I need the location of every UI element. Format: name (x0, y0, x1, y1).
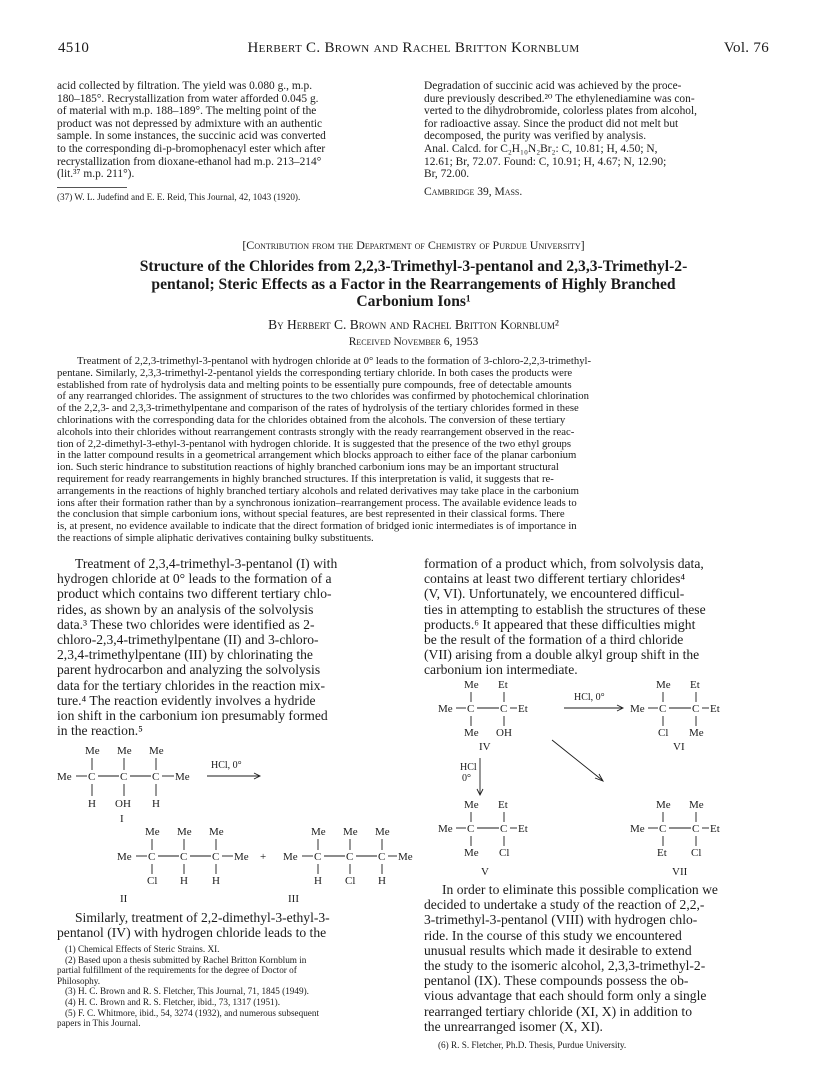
text-line: to the corresponding di-p-bromophenacyl ester which after (57, 142, 326, 155)
chain-end-label: Me (438, 703, 453, 715)
carbon-atom: C (659, 703, 667, 715)
carbon-atom: C (378, 851, 386, 863)
compound-label-V: V (481, 866, 489, 878)
compound-label-II: II (120, 893, 128, 905)
abstract (57, 356, 773, 545)
substituent-label: Me (656, 799, 671, 811)
left-paragraph-1 (57, 556, 409, 738)
carbon-atom: C (152, 771, 160, 783)
substituent-label: H (88, 798, 96, 810)
body-line: unusual results which made it desirable to extend (424, 942, 692, 958)
body-line: be the result of the formation of a third chloride (424, 632, 684, 648)
substituent-label: Et (657, 847, 667, 859)
body-line: the unrearranged isomer (X, XI). (424, 1018, 603, 1034)
byline: By Herbert C. Brown and Rachel Britton Kornblum² (268, 317, 559, 332)
body-line: formation of a product which, from solvolysis data, (424, 556, 704, 571)
chain-end-label: Me (283, 851, 298, 863)
text-line: product was not depressed by admixture with an authentic (57, 117, 323, 130)
abstract-line: of the 2,2,3- and 2,3,3-trimethylpentane and comparison of the rates of hydrolysis of the tertiary chlorides formed in these (57, 402, 579, 415)
text-line: verted to the dihydrobromide, colorless plates from alcohol, (424, 105, 697, 118)
substituent-label: H (314, 875, 322, 887)
abstract-line: pentane. Similarly, 2,3,3-trimethyl-2-pentanol yields the corresponding tertiary chloride. In both cases the products were (57, 366, 573, 379)
body-line: the study to the isomeric alcohol, 2,3,3-trimethyl-2- (424, 958, 706, 974)
substituent-label: Me (149, 745, 164, 757)
body-line: chloro-2,3,4-trimethylpentane (II) and 3-chloro- (57, 632, 319, 648)
body-line: ion shift in the carbonium ion presumably formed (57, 708, 328, 724)
footnote-line: Philosophy. (57, 975, 101, 986)
text-line: acid collected by filtration. The yield was 0.080 g., m.p. (57, 80, 313, 92)
text-line: sample. In some instances, the succinic acid was converted (57, 130, 326, 143)
compound-label-VII: VII (672, 866, 688, 878)
abstract-line: chlorinations with the corresponding data for the chlorides obtained from the alcohols. The conversion of these tertiary (57, 413, 566, 426)
body-line: Treatment of 2,3,4-trimethyl-3-pentanol (I) with (75, 556, 338, 571)
body-line: Similarly, treatment of 2,2-dimethyl-3-ethyl-3- (75, 910, 330, 925)
chain-end-label: Me (117, 851, 132, 863)
compound-label-VI: VI (673, 741, 685, 753)
scheme-alcohol-IV (424, 676, 779, 866)
abstract-line: of any rearranged chlorides. The assignment of structures to the two chlorides was confirmed by photochemical chlorination (57, 390, 589, 403)
top-right-text (424, 80, 774, 181)
substituent-label: OH (496, 727, 512, 739)
chain-end-label: Et (710, 823, 720, 835)
substituent-label: Me (177, 826, 192, 838)
abstract-line: is, at present, no evidence available to indicate that the direct formation of bridged ionic intermediates is of importance in (57, 520, 577, 533)
chain-end-label: Me (438, 823, 453, 835)
text-line: dure previously described.²⁰ The ethylenediamine was con- (424, 92, 695, 105)
carbon-atom: C (500, 703, 508, 715)
substituent-label: Me (311, 826, 326, 838)
substituent-label: Cl (691, 847, 702, 859)
body-line: parent hydrocarbon and analyzing the solvolysis (57, 662, 321, 678)
abstract-line: arrangements in the reactions of highly branched tertiary alcohols and related derivatives may take place in the carbonium (57, 484, 579, 497)
title-line: pentanol; Steric Effects as a Factor in the Rearrangements of Highly Branched (151, 275, 676, 293)
substituent-label: Me (375, 826, 390, 838)
substituent-label: Cl (147, 875, 158, 887)
right-paragraph-1 (424, 556, 776, 678)
body-line: (VII) arising from a double alkyl group shift in the (424, 647, 700, 663)
footnote-line: (1) Chemical Effects of Steric Strains. XI. (65, 944, 220, 954)
body-line: 2,3,4-trimethylpentane (III) by chlorinating the (57, 647, 313, 663)
body-line: (V, VI). Unfortunately, we encountered difficul- (424, 586, 685, 602)
chain-end-label: Et (518, 703, 528, 715)
carbon-atom: C (467, 823, 475, 835)
abstract-line: ion. Such steric hindrance to substitution reactions of highly branched carbonium ions may be an important structural (57, 461, 559, 474)
abstract-line: established from rate of hydrolysis data and melting points to be essentially pure compounds, free of detectable amounts (57, 378, 572, 391)
abstract-line: requirement for ready rearrangements in highly branched structures. If this interpretation is valid, it suggests that re- (57, 472, 554, 485)
body-line: vious advantage that each should form only a single (424, 988, 707, 1004)
footnote-line: papers in This Journal. (57, 1018, 141, 1029)
text-line: (lit.³⁷ m.p. 211°). (57, 168, 135, 181)
body-line: rearranged tertiary chloride (XI, X) in addition to (424, 1003, 692, 1019)
body-line: ties in attempting to establish the structures of these (424, 601, 706, 617)
plus-sign: + (260, 851, 267, 863)
body-line: ture.⁴ The reaction evidently involves a hydride (57, 692, 316, 708)
substituent-label: Cl (499, 847, 510, 859)
volume-label: Vol. 76 (723, 40, 769, 56)
carbon-atom: C (467, 703, 475, 715)
carbon-atom: C (120, 771, 128, 783)
body-line: products.⁶ It appeared that these difficulties might (424, 616, 696, 632)
received-date: Received November 6, 1953 (348, 336, 479, 348)
footnote-line: partial fulfillment of the requirements for the degree of Doctor of (57, 965, 297, 976)
compound-label-IV: IV (479, 741, 491, 753)
body-line: in the reaction.⁵ (57, 723, 143, 739)
top-left-text (57, 80, 412, 181)
substituent-label: Et (498, 679, 508, 691)
left-footnotes (57, 944, 409, 1029)
substituent-label: H (212, 875, 220, 887)
text-line: decomposed, the purity was verified by analysis. (424, 130, 647, 143)
footnote-line: (5) F. C. Whitmore, ibid., 54, 3274 (1932), and numerous subsequent (65, 1007, 320, 1018)
running-header-authors: Herbert C. Brown and Rachel Britton Kornblum (247, 40, 580, 56)
carbon-atom: C (314, 851, 322, 863)
reagent-label: HCl, 0° (211, 760, 242, 771)
body-line: 3-trimethyl-3-pentanol (VIII) with hydrogen chlo- (424, 912, 698, 928)
footnote-rule (57, 187, 127, 188)
abstract-line: the conclusion that simple carbonium ions, without special features, are best represented in their classical forms. There (57, 508, 565, 521)
abstract-line: Treatment of 2,2,3-trimethyl-3-pentanol with hydrogen chloride at 0° leads to the formation of 3-chloro-2,2,3-trimethyl- (77, 355, 592, 367)
reagent-hcl-label: HCl (460, 762, 477, 773)
body-line: rides, as shown by an analysis of the solvolysis (57, 601, 314, 617)
substituent-label: Et (690, 679, 700, 691)
body-line: In order to eliminate this possible complication we (442, 882, 718, 897)
footnote-37: (37) W. L. Judefind and E. E. Reid, This Journal, 42, 1043 (1920). (57, 192, 301, 202)
carbon-atom: C (500, 823, 508, 835)
footnote-6: (6) R. S. Fletcher, Ph.D. Thesis, Purdue University. (438, 1040, 627, 1050)
compound-label-III: III (288, 893, 299, 905)
place-line: Cambridge 39, Mass. (424, 186, 523, 198)
abstract-line: ions after their formation rather than by a synchronous ionization–rearrangement process. The available evidence leads to (57, 496, 577, 509)
substituent-label: Me (117, 745, 132, 757)
abstract-line: in the latter compound results in a geometrical arrangement which blocks approach to either face of the planar carbonium (57, 449, 577, 462)
body-line: carbonium ion intermediate. (424, 662, 578, 678)
substituent-label: Me (85, 745, 100, 757)
page-number: 4510 (58, 40, 90, 56)
scheme-alcohol-I (57, 740, 417, 890)
footnote-line: (3) H. C. Brown and R. S. Fletcher, This Journal, 71, 1845 (1949). (65, 986, 309, 997)
chain-end-label: Et (710, 703, 720, 715)
right-paragraph-2 (424, 882, 776, 1034)
substituent-label: Me (689, 727, 704, 739)
body-line: contains at least two different tertiary chlorides⁴ (424, 571, 686, 587)
substituent-label: OH (115, 798, 131, 810)
text-line: 12.61; Br, 72.07. Found: C, 10.91; H, 4.67; N, 12.90; (424, 155, 667, 168)
body-line: pentanol (IX). These compounds possess the ob- (424, 973, 689, 989)
carbon-atom: C (148, 851, 156, 863)
substituent-label: Me (343, 826, 358, 838)
substituent-label: H (152, 798, 160, 810)
text-line: recrystallization from dioxane-ethanol had m.p. 213–214° (57, 155, 322, 168)
article-title (40, 258, 787, 311)
chain-end-label: Me (57, 771, 72, 783)
carbon-atom: C (88, 771, 96, 783)
chain-end-label: Me (234, 851, 249, 863)
body-line: data.³ These two chlorides were identified as 2- (57, 616, 315, 632)
substituent-label: Cl (345, 875, 356, 887)
substituent-label: Me (464, 727, 479, 739)
substituent-label: Me (209, 826, 224, 838)
contribution-line: [Contribution from the Department of Chemistry of Purdue University] (242, 238, 585, 252)
body-line: pentanol (IV) with hydrogen chloride leads to the (57, 925, 327, 941)
substituent-label: Me (656, 679, 671, 691)
substituent-label: Me (464, 847, 479, 859)
carbon-atom: C (180, 851, 188, 863)
text-line: of material with m.p. 188–189°. The melting point of the (57, 105, 317, 118)
carbon-atom: C (659, 823, 667, 835)
reagent-temp-label: 0° (462, 773, 471, 784)
footnote-line: (4) H. C. Brown and R. S. Fletcher, ibid., 73, 1317 (1951). (65, 996, 281, 1007)
reagent-label: HCl, 0° (574, 692, 605, 703)
body-line: ride. In the course of this study we encountered (424, 927, 682, 943)
text-line: Br, 72.00. (424, 168, 470, 181)
footnote-line: (2) Based upon a thesis submitted by Rachel Britton Kornblum in (65, 954, 307, 965)
body-line: decided to undertake a study of the reaction of 2,2,- (424, 897, 705, 913)
substituent-label: Et (498, 799, 508, 811)
text-line: 180–185°. Recrystallization from water afforded 0.045 g. (57, 92, 319, 105)
carbon-atom: C (692, 703, 700, 715)
abstract-line: alcohols into their chlorides without rearrangement contrasts strongly with the ready rearrangement observed in the reac- (57, 425, 575, 438)
chain-end-label: Me (398, 851, 413, 863)
chain-end-label: Me (630, 703, 645, 715)
left-paragraph-2 (57, 910, 409, 940)
carbon-atom: C (692, 823, 700, 835)
compound-label-I: I (120, 813, 124, 825)
text-line: for radioactive assay. Since the product did not melt but (424, 117, 679, 130)
abstract-line: the reactions of simple aliphatic derivatives containing bulky substituents. (57, 531, 374, 544)
body-line: product which contains two different tertiary chlo- (57, 586, 332, 602)
substituent-label: H (180, 875, 188, 887)
text-line: Anal. Calcd. for C₂H₁₀N₂Br₂: C, 10.81; H, 4.50; N, (424, 142, 658, 155)
body-line: data for the tertiary chlorides in the reaction mix- (57, 677, 325, 693)
title-line: Carbonium Ions¹ (356, 293, 471, 310)
substituent-label: Me (689, 799, 704, 811)
abstract-line: tion of 2,2-dimethyl-3-ethyl-3-pentanol with hydrogen chloride. It is suggested that the presence of the two ethyl groups (57, 437, 572, 450)
substituent-label: Me (464, 799, 479, 811)
text-line: Degradation of succinic acid was achieved by the proce- (424, 80, 682, 92)
substituent-label: H (378, 875, 386, 887)
substituent-label: Me (145, 826, 160, 838)
carbon-atom: C (212, 851, 220, 863)
substituent-label: Me (464, 679, 479, 691)
chain-end-label: Me (175, 771, 190, 783)
body-line: hydrogen chloride at 0° leads to the formation of a (57, 571, 332, 587)
carbon-atom: C (346, 851, 354, 863)
substituent-label: Cl (658, 727, 669, 739)
chain-end-label: Et (518, 823, 528, 835)
chain-end-label: Me (630, 823, 645, 835)
title-line: Structure of the Chlorides from 2,2,3-Trimethyl-3-pentanol and 2,3,3-Trimethyl-2- (139, 258, 688, 275)
